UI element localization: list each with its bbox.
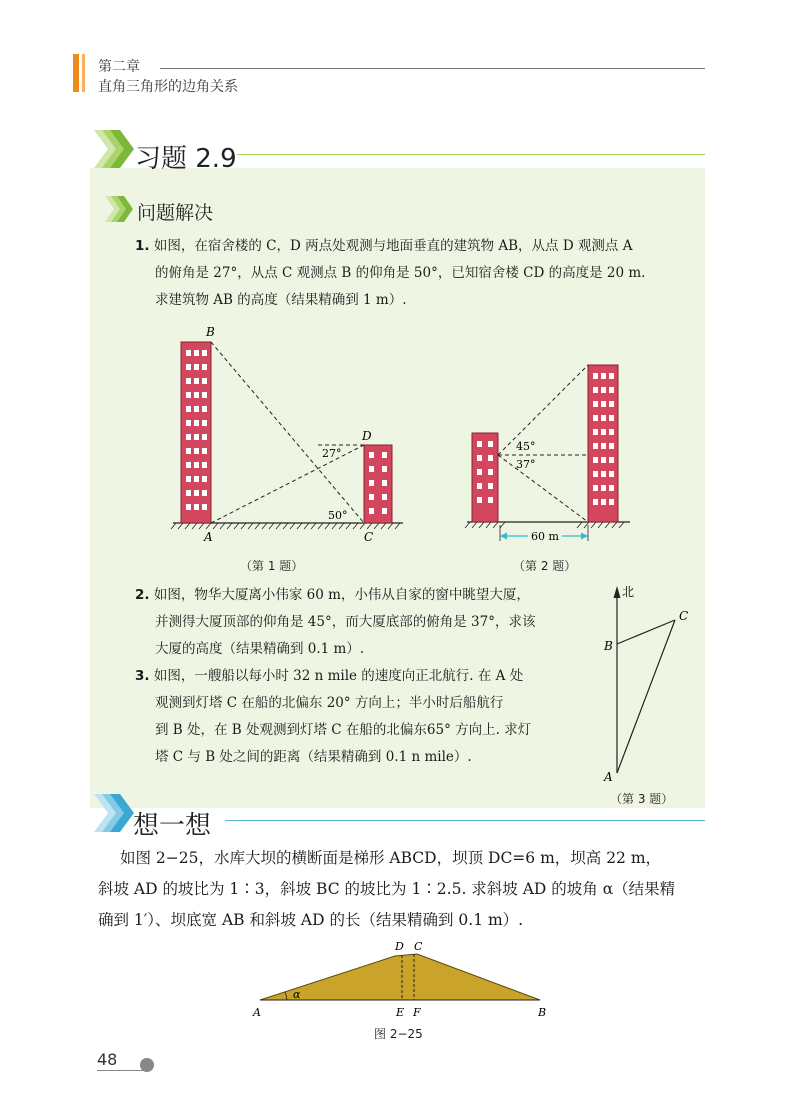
problem-3-line-4: 塔 C 与 B 处之间的距离（结果精确到 0.1 n mile）. — [155, 749, 472, 765]
problem-text: 如图，一艘船以每小时 32 n mile 的速度向正北航行. 在 A 处 — [153, 668, 524, 684]
label-a: A — [253, 1006, 261, 1019]
figure-2-25 — [245, 936, 565, 1021]
problem-3-line-2: 观测到灯塔 C 在船的北偏东 20° 方向上；半小时后船航行 — [155, 695, 504, 711]
exercise-title-rule — [237, 154, 705, 155]
chevron-icon — [92, 128, 136, 170]
figure-2 — [462, 355, 642, 550]
problem-2 — [135, 582, 530, 609]
think-title-rule — [225, 820, 705, 821]
angle-50: 50° — [328, 509, 348, 522]
page-number: 48 — [97, 1050, 118, 1069]
angle-37: 37° — [516, 458, 536, 471]
figure-3 — [595, 578, 700, 793]
chapter-label: 第二章 — [98, 59, 140, 75]
think-line-1: 如图 2−25，水库大坝的横断面是梯形 ABCD，坝顶 DC=6 m，坝高 22 m， — [120, 849, 662, 867]
page-dot-icon — [140, 1058, 154, 1072]
problem-text: 如图，在宿舍楼的 C，D 两点处观测与地面垂直的建筑物 AB，从点 D 观测点 A — [153, 238, 633, 254]
figure-1 — [168, 320, 418, 555]
chevron-icon — [92, 792, 136, 834]
angle-45: 45° — [516, 440, 536, 453]
problem-number: 3. — [135, 668, 150, 684]
problem-2-line-3: 大厦的高度（结果精确到 0.1 m）. — [155, 641, 365, 657]
problem-3 — [135, 663, 523, 690]
section-title: 问题解决 — [137, 202, 214, 224]
think-title: 想一想 — [133, 811, 212, 841]
page-number-rule — [97, 1070, 143, 1071]
chevron-icon — [104, 194, 134, 224]
angle-alpha: α — [293, 988, 301, 1001]
header-accent-bar-light — [82, 54, 85, 92]
chapter-title: 直角三角形的边角关系 — [98, 79, 238, 95]
problem-1-line-3: 求建筑物 AB 的高度（结果精确到 1 m）. — [155, 292, 407, 308]
problem-text: 如图，物华大厦离小伟家 60 m，小伟从自家的窗中眺望大厦， — [153, 587, 530, 603]
label-c: C — [414, 940, 423, 953]
problem-number: 2. — [135, 587, 150, 603]
distance-label: 60 m — [531, 530, 559, 543]
label-d: D — [362, 429, 372, 443]
label-f: F — [413, 1006, 421, 1019]
label-b: B — [538, 1006, 547, 1019]
header-accent-bar — [73, 54, 79, 92]
problem-1 — [135, 233, 632, 260]
angle-27: 27° — [322, 447, 342, 460]
label-c: C — [679, 609, 689, 623]
label-b: B — [206, 325, 215, 339]
label-c: C — [364, 530, 374, 544]
label-b: B — [604, 639, 613, 653]
figure-2-25-caption: 图 2−25 — [374, 1027, 423, 1041]
north-label: 北 — [622, 585, 635, 599]
think-line-2: 斜坡 AD 的坡比为 1∶3，斜坡 BC 的坡比为 1∶2.5. 求斜坡 AD 的坡角 α（结果精 — [98, 880, 676, 898]
header-rule — [160, 68, 705, 69]
think-text — [98, 843, 710, 936]
label-e: E — [396, 1006, 405, 1019]
figure-3-caption: （第 3 题） — [610, 792, 674, 806]
problem-number: 1. — [135, 238, 150, 254]
label-d: D — [395, 940, 404, 953]
problem-3-line-3: 到 B 处，在 B 处观测到灯塔 C 在船的北偏东65° 方向上. 求灯 — [155, 722, 532, 738]
problem-2-line-2: 并测得大厦顶部的仰角是 45°，而大厦底部的俯角是 37°，求该 — [155, 614, 536, 630]
exercise-title: 习题 2.9 — [135, 144, 237, 174]
problem-1-line-2: 的俯角是 27°，从点 C 观测点 B 的仰角是 50°，已知宿舍楼 CD 的高度是 20 m. — [155, 265, 646, 281]
label-a: A — [204, 530, 213, 544]
label-a: A — [604, 770, 613, 784]
think-line-3: 确到 1′）、坝底宽 AB 和斜坡 AD 的长（结果精确到 0.1 m）. — [98, 911, 524, 929]
figure-2-caption: （第 2 题） — [513, 559, 577, 573]
figure-1-caption: （第 1 题） — [240, 559, 304, 573]
